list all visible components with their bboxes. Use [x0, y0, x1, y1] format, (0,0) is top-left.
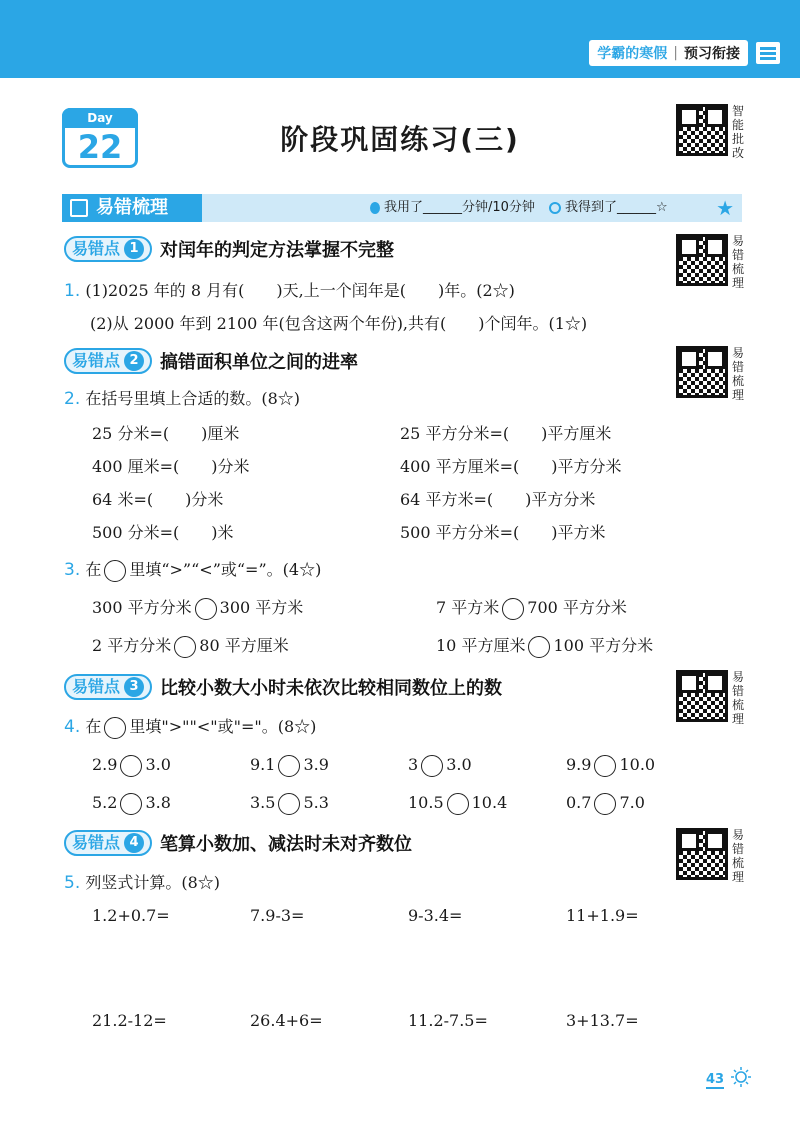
q2-item: 400 平方厘米=( )平方分米	[400, 457, 622, 476]
q4-item: 3.5 5.3	[250, 792, 329, 815]
q4-item: 9.9 10.0	[566, 754, 655, 777]
question-4-prompt: 4. 在 里填">""<"或"="。(8☆)	[64, 717, 317, 737]
qr-code-icon[interactable]	[676, 670, 728, 722]
compare-circle[interactable]	[278, 755, 300, 777]
series-name: 预习衔接	[684, 46, 740, 62]
qr-label-review: 易错梳理	[732, 828, 745, 884]
compare-circle[interactable]	[120, 793, 142, 815]
error-point-topic: 对闰年的判定方法掌握不完整	[160, 240, 395, 261]
compare-circle[interactable]	[528, 636, 550, 658]
compare-circle[interactable]	[447, 793, 469, 815]
q3-item: 10 平方厘米 100 平方分米	[436, 635, 653, 658]
brand-name: 学霸的寒假	[597, 46, 668, 62]
question-2-prompt: 2. 在括号里填上合适的数。(8☆)	[64, 389, 300, 409]
star-icon: ★	[716, 196, 734, 220]
qr-label-review: 易错梳理	[732, 670, 745, 726]
error-point-3: 易错点 3 比较小数大小时未依次比较相同数位上的数	[64, 674, 502, 700]
question-1b: (2)从 2000 年到 2100 年(包含这两个年份),共有( )个闰年。(1☆)	[90, 314, 588, 333]
compare-circle[interactable]	[594, 793, 616, 815]
q2-item: 64 平方米=( )平方分米	[400, 490, 596, 509]
q4-item: 5.2 3.8	[92, 792, 171, 815]
section-heading: 易错梳理	[62, 194, 202, 222]
timer-icon	[370, 202, 380, 214]
qr-label-review: 易错梳理	[732, 346, 745, 402]
qr-code-icon[interactable]	[676, 346, 728, 398]
top-banner	[0, 0, 800, 78]
q4-item: 10.5 10.4	[408, 792, 507, 815]
q5-item: 9-3.4=	[408, 906, 463, 925]
compare-circle[interactable]	[104, 717, 126, 739]
q4-item: 2.9 3.0	[92, 754, 171, 777]
time-used: 我用了______分钟/10分钟	[384, 200, 535, 215]
compare-circle[interactable]	[174, 636, 196, 658]
series-label: 学霸的寒假 | 预习衔接	[589, 40, 748, 66]
q5-item: 7.9-3=	[250, 906, 305, 925]
qr-code-icon[interactable]	[676, 234, 728, 286]
compare-circle[interactable]	[502, 598, 524, 620]
compare-circle[interactable]	[120, 755, 142, 777]
day-number: 22	[77, 128, 123, 166]
sun-icon	[730, 1066, 752, 1088]
q3-item: 7 平方米 700 平方分米	[436, 597, 627, 620]
q2-item: 400 厘米=( )分米	[92, 457, 250, 476]
page-number: 43	[706, 1072, 725, 1087]
page-title: 阶段巩固练习(三)	[280, 123, 520, 156]
qr-code-icon[interactable]	[676, 104, 728, 156]
compare-circle[interactable]	[104, 560, 126, 582]
q4-item: 9.1 3.9	[250, 754, 329, 777]
q4-item: 0.7 7.0	[566, 792, 645, 815]
error-point-topic: 搞错面积单位之间的进率	[160, 352, 359, 373]
qr-code-icon[interactable]	[676, 828, 728, 880]
question-3-prompt: 3. 在 里填“>”“<”或“=”。(4☆)	[64, 560, 322, 580]
q2-item: 25 分米=( )厘米	[92, 424, 240, 443]
day-label: Day	[62, 108, 138, 128]
score-field: 我得到了______☆	[564, 200, 668, 215]
q5-item: 11+1.9=	[566, 906, 639, 925]
question-5-prompt: 5. 列竖式计算。(8☆)	[64, 873, 220, 893]
q3-item: 2 平方分米 80 平方厘米	[92, 635, 289, 658]
q5-item: 26.4+6=	[250, 1011, 323, 1030]
q3-item: 300 平方分米 300 平方米	[92, 597, 303, 620]
error-point-1: 易错点 1 对闰年的判定方法掌握不完整	[64, 236, 394, 262]
compare-circle[interactable]	[278, 793, 300, 815]
question-1a: 1. (1)2025 年的 8 月有( )天,上一个闰年是( )年。(2☆)	[64, 281, 515, 301]
compare-circle[interactable]	[195, 598, 217, 620]
q2-item: 500 分米=( )米	[92, 523, 234, 542]
error-point-4: 易错点 4 笔算小数加、减法时未对齐数位	[64, 830, 412, 856]
q5-item: 3+13.7=	[566, 1011, 639, 1030]
qr-label-review: 易错梳理	[732, 234, 745, 290]
list-icon	[70, 199, 88, 217]
q5-item: 1.2+0.7=	[92, 906, 170, 925]
error-point-topic: 笔算小数加、减法时未对齐数位	[160, 834, 413, 855]
check-icon	[549, 202, 561, 214]
error-point-2: 易错点 2 搞错面积单位之间的进率	[64, 348, 358, 374]
q2-item: 64 米=( )分米	[92, 490, 224, 509]
section-bar	[62, 194, 742, 222]
q2-item: 500 平方分米=( )平方米	[400, 523, 606, 542]
section-meta	[370, 194, 668, 222]
q5-item: 11.2-7.5=	[408, 1011, 488, 1030]
book-icon	[756, 42, 780, 64]
q4-item: 3 3.0	[408, 754, 472, 777]
error-point-topic: 比较小数大小时未依次比较相同数位上的数	[160, 678, 503, 699]
compare-circle[interactable]	[421, 755, 443, 777]
q5-item: 21.2-12=	[92, 1011, 167, 1030]
qr-label-grading: 智能批改	[732, 104, 745, 160]
q2-item: 25 平方分米=( )平方厘米	[400, 424, 612, 443]
compare-circle[interactable]	[594, 755, 616, 777]
